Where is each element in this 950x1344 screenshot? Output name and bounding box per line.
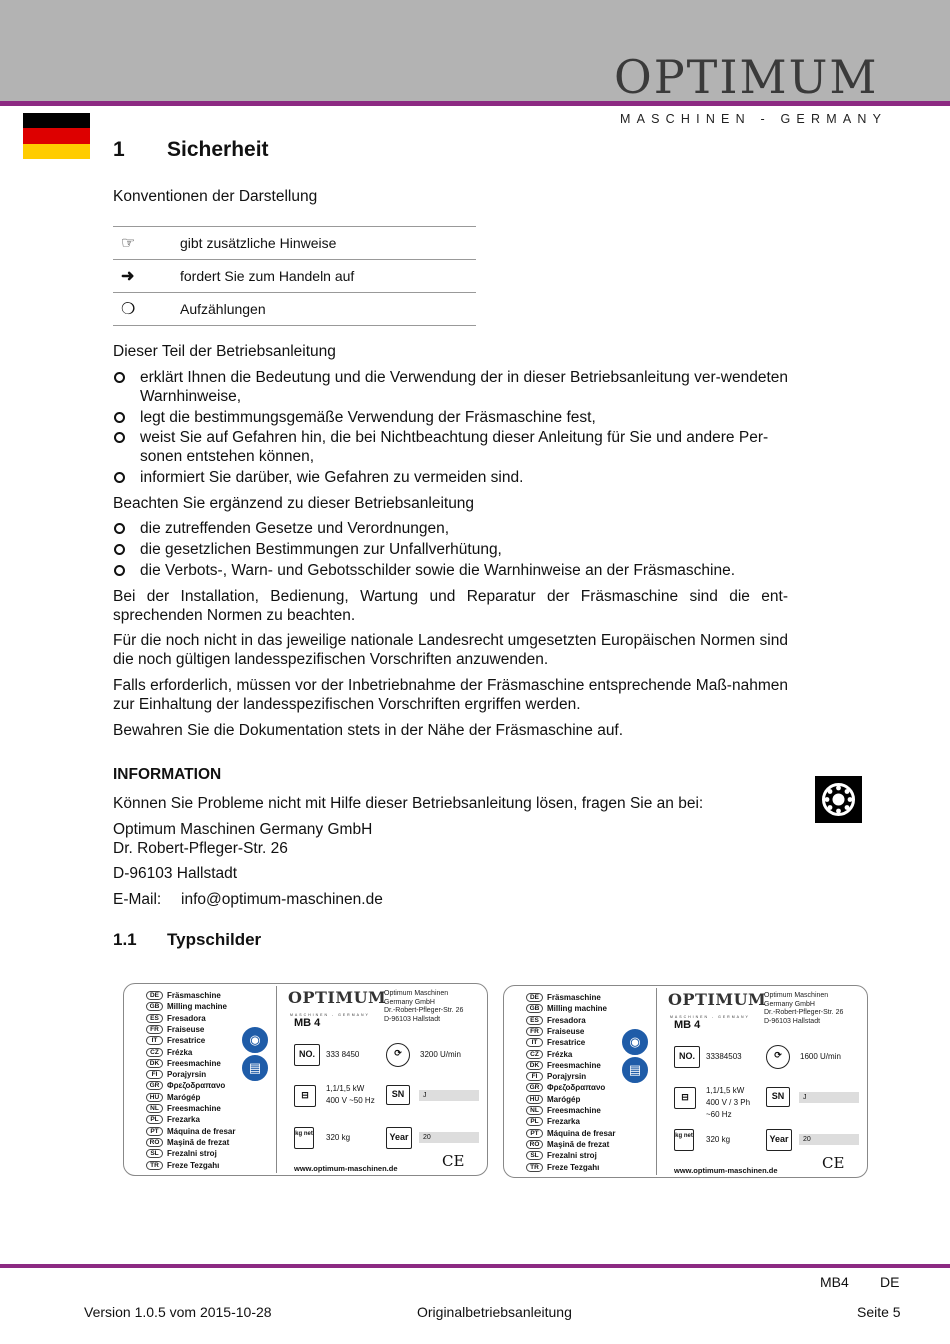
language-code: IT <box>146 1036 163 1045</box>
plate-model: MB 4 <box>674 1019 701 1031</box>
language-label: Milling machine <box>167 1002 228 1012</box>
language-label: Freze Tezgahı <box>547 1162 600 1172</box>
language-code: DE <box>146 991 163 1000</box>
list-item <box>113 428 788 466</box>
language-code: GB <box>146 1002 163 1011</box>
language-label: Freesmachine <box>167 1058 221 1068</box>
paragraph: Bei der Installation, Bedienung, Wartung und Reparatur der Fräsmaschine sind die ent-sprechenden Normen zu beachten. <box>113 588 788 624</box>
language-label: Freesmachine <box>167 1104 221 1113</box>
ce-mark-icon: CE <box>822 1154 845 1172</box>
plate-divider <box>276 986 277 1173</box>
footer-version: Version 1.0.5 vom 2015-10-28 <box>84 1304 272 1320</box>
plate-serial-no: 333 8450 <box>326 1050 360 1059</box>
language-code: CZ <box>526 1050 543 1059</box>
no-label-box: NO. <box>294 1044 320 1066</box>
paragraph: Für die noch nicht in das jeweilige nationale Landesrecht umgesetzten Europäischen Normen sind die noch gültigen landesspezifischen Vorschriften anzuwenden. <box>113 632 788 668</box>
language-code: ES <box>526 1016 543 1025</box>
language-label: Frezarka <box>547 1117 580 1127</box>
motor-icon: ⊟ <box>674 1087 696 1109</box>
language-label: Fresadora <box>547 1015 586 1025</box>
language-label: Milling machine <box>547 1004 608 1014</box>
list-item-text: erklärt Ihnen die Bedeutung und die Verwendung der in dieser Betriebsanleitung ver-wendeten Warnhinweise, <box>140 369 788 405</box>
language-label: Fraiseuse <box>547 1026 585 1036</box>
language-code: IT <box>526 1038 543 1047</box>
list-item-text: informiert Sie darüber, wie Gefahren zu vermeiden sind. <box>140 469 524 486</box>
plate-language-row <box>146 990 221 1001</box>
brand-tagline: MASCHINEN - GERMANY <box>620 112 888 126</box>
plate-address-line: Optimum Maschinen <box>384 990 449 997</box>
list-item-text: die zutreffenden Gesetze und Verordnungen, <box>140 520 450 537</box>
list-item-text: die gesetzlichen Bestimmungen zur Unfallverhütung, <box>140 541 502 558</box>
plate-model: MB 4 <box>294 1017 321 1029</box>
speed-icon: ⟳ <box>386 1043 410 1067</box>
paragraph: Bewahren Sie die Dokumentation stets in der Nähe der Fräsmaschine auf. <box>113 722 624 739</box>
language-label: Fresatrice <box>167 1036 206 1046</box>
sn-field: J <box>799 1092 859 1103</box>
language-code: FI <box>146 1070 163 1079</box>
email-line <box>113 890 788 909</box>
language-label: Fresadora <box>167 1013 206 1023</box>
plate-language-row <box>526 1060 601 1071</box>
language-code: FR <box>526 1027 543 1036</box>
eye-protection-icon: ◉ <box>242 1027 268 1053</box>
plate-language-row <box>146 1080 225 1091</box>
section-title: Sicherheit <box>167 138 269 161</box>
brand-logo <box>614 50 888 126</box>
language-code: NL <box>146 1104 163 1113</box>
bullet-icon <box>114 472 125 483</box>
language-label: Fresatrice <box>547 1038 586 1048</box>
plate-language-row <box>146 1058 221 1069</box>
paragraph: Falls erforderlich, müssen vor der Inbetriebnahme der Fräsmaschine entsprechende Maß-nahmen zur Einhaltung der landesspezifischen Vorschriften ergriffen werden. <box>113 677 788 713</box>
plate-language-row <box>526 1139 609 1150</box>
intro-text: Dieser Teil der Betriebsanleitung <box>113 343 336 360</box>
year-label-box: Year <box>386 1127 412 1149</box>
list-item-text: weist Sie auf Gefahren hin, die bei Nichtbeachtung dieser Anleitung für Sie und andere Per-sonen entstehen können, <box>140 429 769 465</box>
language-label: Fräsmaschine <box>167 991 221 1000</box>
type-plate <box>123 983 488 1176</box>
language-code: PL <box>146 1115 163 1124</box>
plate-language-row <box>146 1126 235 1137</box>
plate-serial-no: 33384503 <box>706 1052 742 1061</box>
language-label: Porajyrsin <box>547 1072 587 1082</box>
plate-website: www.optimum-maschinen.de <box>674 1166 778 1175</box>
plate-language-row <box>526 1015 586 1026</box>
plate-address-line: D-96103 Hallstadt <box>764 1017 821 1025</box>
plate-language-row <box>526 1094 580 1105</box>
plate-address-line: Germany GmbH <box>384 998 435 1006</box>
plate-language-row <box>526 1128 615 1139</box>
plate-logo-tagline: MASCHINEN - GERMANY <box>670 1015 750 1019</box>
plate-language-row <box>526 1150 597 1161</box>
bullet-icon <box>114 565 125 576</box>
language-code: RO <box>526 1140 543 1149</box>
language-code: PL <box>526 1117 543 1126</box>
sn-label-box: SN <box>386 1085 410 1105</box>
language-label: Frezarka <box>167 1115 200 1125</box>
convention-label: Aufzählungen <box>180 301 266 317</box>
language-label: Φρεζοδραπανο <box>167 1081 226 1091</box>
footer-document: Originalbetriebsanleitung <box>417 1304 572 1320</box>
language-code: GB <box>526 1004 543 1013</box>
plate-address-line: Dr.-Robert-Pfleger-Str. 26 <box>764 1009 844 1016</box>
language-code: PT <box>146 1127 163 1136</box>
company-city: D-96103 Hallstadt <box>113 865 238 882</box>
plate-logo-tagline: MASCHINEN - GERMANY <box>290 1013 370 1017</box>
bullet-icon <box>114 412 125 423</box>
language-label: Fräsmaschine <box>547 993 601 1002</box>
plate-language-row <box>526 1105 601 1116</box>
language-code: NL <box>526 1106 543 1115</box>
language-label: Frézka <box>547 1049 573 1059</box>
speed-icon: ⟳ <box>766 1045 790 1069</box>
additional-text: Beachten Sie ergänzend zu dieser Betriebsanleitung <box>113 495 475 512</box>
plate-speed: 3200 U/min <box>420 1050 461 1059</box>
bullet-icon <box>114 432 125 443</box>
hand-pointing-icon: ☞ <box>121 235 136 252</box>
plate-language-row <box>526 1037 585 1048</box>
language-code: TR <box>146 1161 163 1170</box>
telephone-icon <box>815 776 862 823</box>
plate-divider <box>656 988 657 1175</box>
type-plate <box>503 985 868 1178</box>
read-manual-icon: ▤ <box>622 1057 648 1083</box>
plate-logo: OPTIMUM <box>288 988 387 1007</box>
plate-logo: OPTIMUM <box>668 990 767 1009</box>
plate-language-row <box>526 1162 599 1173</box>
plate-weight: 320 kg <box>326 1133 351 1142</box>
list-item-text: die Verbots-, Warn- und Gebotsschilder sowie die Warnhinweise an der Fräsmaschine. <box>140 562 736 579</box>
plate-language-row <box>526 992 601 1003</box>
plate-speed: 1600 U/min <box>800 1052 841 1061</box>
plate-power: 1,1/1,5 kW <box>706 1086 745 1095</box>
language-code: GR <box>146 1081 163 1090</box>
plate-language-row <box>146 1013 206 1024</box>
year-field: 20 <box>799 1134 859 1145</box>
footer-divider <box>0 1264 950 1268</box>
language-label: Maşină de frezat <box>547 1139 610 1149</box>
plate-language-row <box>526 1116 580 1127</box>
footer-language: DE <box>880 1274 900 1290</box>
plate-language-row <box>146 1114 200 1125</box>
read-manual-icon: ▤ <box>242 1055 268 1081</box>
list-item <box>113 408 788 427</box>
sn-label-box: SN <box>766 1087 790 1107</box>
list-item <box>113 561 788 580</box>
plate-power: 400 V ~50 Hz <box>326 1096 375 1105</box>
language-code: PT <box>526 1129 543 1138</box>
language-code: FI <box>526 1072 543 1081</box>
language-code: RO <box>146 1138 163 1147</box>
plate-website: www.optimum-maschinen.de <box>294 1164 398 1173</box>
bullet-icon <box>114 372 125 383</box>
german-flag-icon <box>23 113 90 159</box>
arrow-right-icon: ➜ <box>121 268 135 285</box>
language-label: Freesmachine <box>547 1106 601 1115</box>
bullet-icon <box>114 544 125 555</box>
plate-language-row <box>146 1160 219 1171</box>
convention-label: fordert Sie zum Handeln auf <box>180 268 355 284</box>
company-street: Dr. Robert-Pfleger-Str. 26 <box>113 840 288 857</box>
section-heading <box>113 140 269 159</box>
list-item <box>113 468 788 487</box>
plate-language-row <box>146 1148 217 1159</box>
language-label: Frézka <box>167 1047 193 1057</box>
brand-name: OPTIMUM <box>614 50 879 104</box>
language-label: Porajyrsin <box>167 1070 207 1080</box>
convention-row <box>113 293 476 326</box>
bullet-icon <box>114 523 125 534</box>
circle-bullet-icon: ❍ <box>121 301 136 318</box>
conventions-title: Konventionen der Darstellung <box>113 188 318 205</box>
language-label: Freze Tezgahı <box>167 1160 220 1170</box>
language-label: Máquina de fresar <box>547 1128 616 1138</box>
list-item-text: legt die bestimmungsgemäße Verwendung der Fräsmaschine fest, <box>140 409 596 426</box>
plate-address-line: Optimum Maschinen <box>764 992 829 999</box>
convention-row <box>113 227 476 260</box>
weight-icon: kg net <box>294 1127 314 1149</box>
subsection-title: Typschilder <box>167 930 262 949</box>
language-label: Máquina de fresar <box>167 1126 236 1136</box>
plate-address-line: D-96103 Hallstadt <box>384 1015 441 1023</box>
company-name: Optimum Maschinen Germany GmbH <box>113 821 373 838</box>
no-label-box: NO. <box>674 1046 700 1068</box>
convention-label: gibt zusätzliche Hinweise <box>180 235 337 251</box>
information-text: Können Sie Probleme nicht mit Hilfe dieser Betriebsanleitung lösen, fragen Sie an bei: <box>113 795 704 812</box>
footer-page: Seite 5 <box>857 1304 901 1320</box>
plate-address-line: Dr.-Robert-Pfleger-Str. 26 <box>384 1007 464 1014</box>
language-code: DK <box>146 1059 163 1068</box>
footer-model: MB4 <box>820 1274 849 1290</box>
language-label: Frezalni stroj <box>547 1151 597 1161</box>
language-label: Frezalni stroj <box>167 1149 217 1159</box>
language-code: HU <box>526 1095 543 1104</box>
language-code: SL <box>526 1151 543 1160</box>
plate-power: ~60 Hz <box>706 1110 732 1119</box>
year-label-box: Year <box>766 1129 792 1151</box>
language-label: Freesmachine <box>547 1060 601 1070</box>
plate-power: 1,1/1,5 kW <box>326 1084 365 1093</box>
conventions-table <box>113 226 476 326</box>
plate-language-row <box>146 1035 205 1046</box>
sn-field: J <box>419 1090 479 1101</box>
plate-language-row <box>146 1047 192 1058</box>
information-heading: INFORMATION <box>113 766 222 783</box>
list-item <box>113 540 788 559</box>
email-link[interactable]: info@optimum-maschinen.de <box>181 891 383 908</box>
plate-language-row <box>526 1003 607 1014</box>
plate-address-line: Germany GmbH <box>764 1000 815 1008</box>
motor-icon: ⊟ <box>294 1085 316 1107</box>
language-label: Φρεζοδραπανο <box>547 1083 606 1093</box>
language-code: ES <box>146 1014 163 1023</box>
year-field: 20 <box>419 1132 479 1143</box>
email-label: E-Mail: <box>113 891 162 908</box>
language-code: GR <box>526 1083 543 1092</box>
plate-language-row <box>146 1092 200 1103</box>
language-label: Marógép <box>547 1094 581 1104</box>
language-code: CZ <box>146 1048 163 1057</box>
language-label: Marógép <box>167 1092 201 1102</box>
weight-icon: kg net <box>674 1129 694 1151</box>
language-code: FR <box>146 1025 163 1034</box>
plate-language-row <box>146 1001 227 1012</box>
plate-language-row <box>526 1049 572 1060</box>
plate-language-row <box>146 1024 204 1035</box>
plate-language-row <box>146 1137 229 1148</box>
ce-mark-icon: CE <box>442 1152 465 1170</box>
convention-row <box>113 260 476 293</box>
language-label: Fraiseuse <box>167 1024 205 1034</box>
language-code: HU <box>146 1093 163 1102</box>
language-label: Maşină de frezat <box>167 1137 230 1147</box>
plate-weight: 320 kg <box>706 1135 731 1144</box>
plate-language-row <box>526 1026 584 1037</box>
language-code: TR <box>526 1163 543 1172</box>
eye-protection-icon: ◉ <box>622 1029 648 1055</box>
language-code: DE <box>526 993 543 1002</box>
plate-language-row <box>526 1071 586 1082</box>
plate-language-row <box>146 1103 221 1114</box>
subsection-number: 1.1 <box>113 930 137 949</box>
plate-language-row <box>146 1069 206 1080</box>
section-number: 1 <box>113 138 125 161</box>
plate-language-row <box>526 1082 605 1093</box>
subsection-heading <box>113 930 261 949</box>
list-item <box>113 519 788 538</box>
language-code: DK <box>526 1061 543 1070</box>
list-item <box>113 368 788 406</box>
language-code: SL <box>146 1149 163 1158</box>
plate-power: 400 V / 3 Ph <box>706 1098 751 1107</box>
